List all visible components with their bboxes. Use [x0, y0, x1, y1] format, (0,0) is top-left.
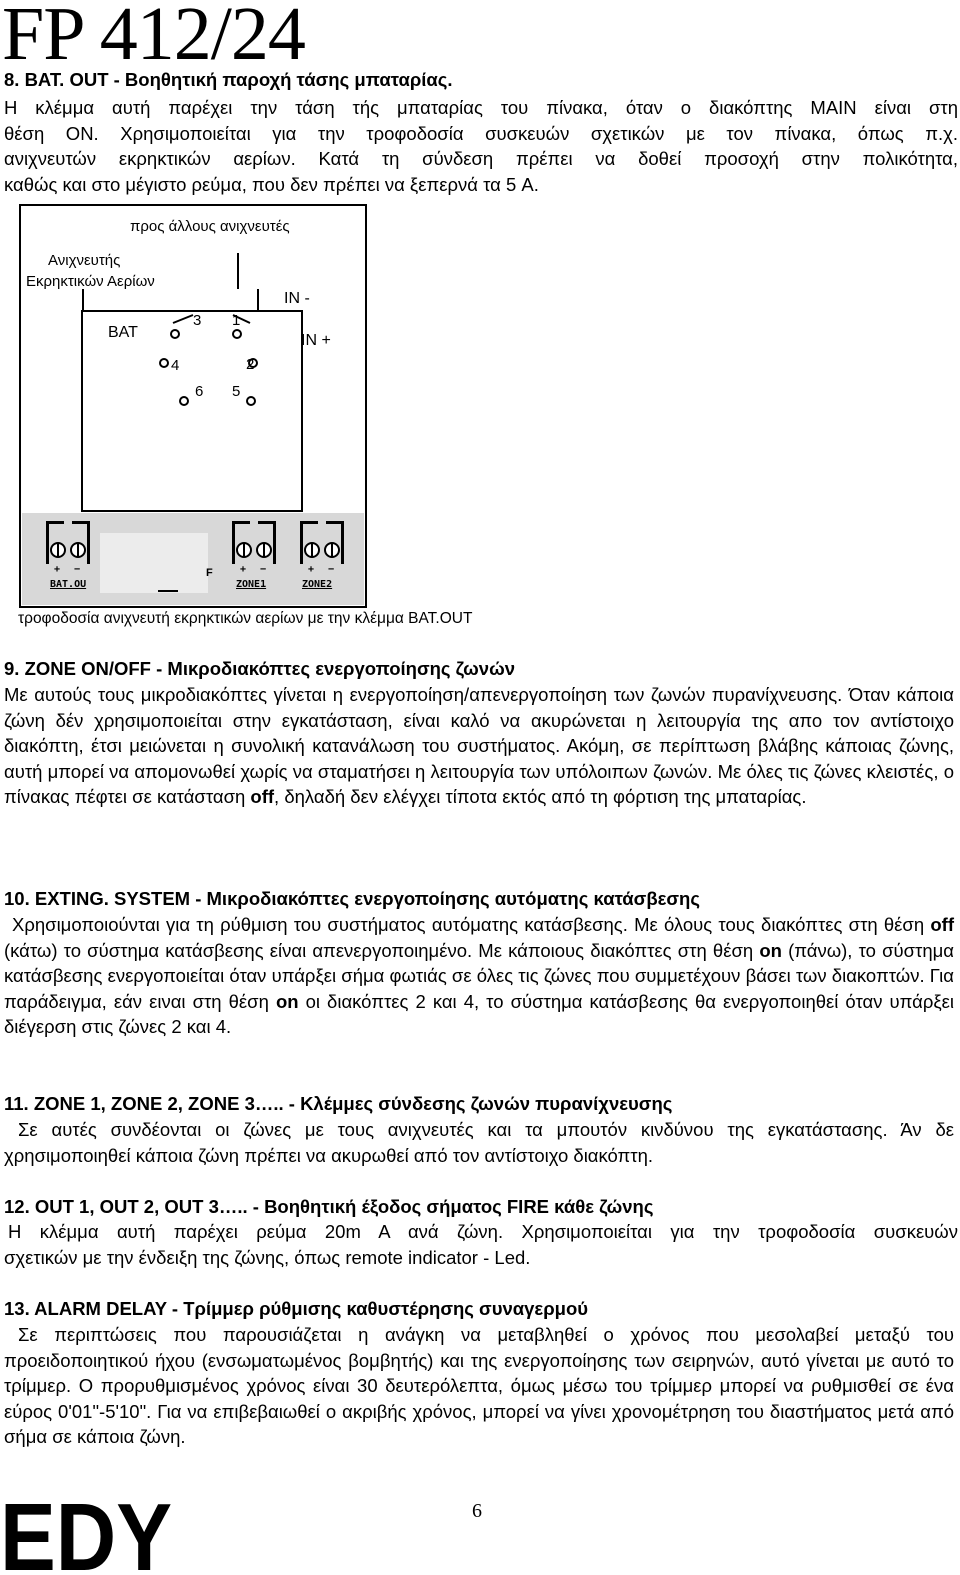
- pcb-fragment-f: F: [206, 567, 213, 579]
- section-9-body: Με αυτούς τους μικροδιακόπτες γίνεται η ενεργοποίηση/απενεργοποίηση των ζωνών πυρανίχνευσης. Όταν κάποια ζώνη δέν χρησιμοποιείται στην εγκατάσταση, είναι καλό να ακυρώνεται η λειτουργία της απο τον αντίστοιχο διακόπτη, έτσι μειώνεται η συνολική κατανάλωση του συστήματος. Ακόμη, σε περίπτωση βλάβης κάποιας ζώνης, αυτή μπορεί να απομονωθεί χωρίς να σταματήσει η λειτουργία των υπόλοιπων ζωνών. Με όλες τις ζώνες κλειστές, ο πίνακας πέφτει σε κατάσταση off, δηλαδή δεν ελέγχει τίποτα εκτός από τη φόρτιση της μπαταρίας.: [4, 684, 954, 808]
- section-12-line-1: Η κλέμμα αυτή παρέχει ρεύμα 20m A ανά ζώνη. Χρησιμοποιείται για την τροφοδοσία συσκευών: [8, 1221, 958, 1242]
- section-13-body: Σε περιπτώσεις που παρουσιάζεται η ανάγκη να μεταβληθεί ο χρόνος που μεσολαβεί μεταξύ του προειδοποιητικού ήχου (ενσωματωμένος βομβητής) και της ενεργοποίησης των σειρηνών, αυτό γίνεται με αυτό το τρίμμερ. Ο προρυθμισμένος χρόνος είναι 30 δευτερόλεπτα, όμως μέσω του τρίμμερ μπορεί να ρυθμισθεί σε ένα εύρος 0'01"-5'10". Για να επιβεβαιωθεί ο ακριβής χρόνος, μπορεί να γίνει χρονομέτρηση του διαστήματος μετά από σήμα σε κάποια ζώνη.: [4, 1324, 954, 1448]
- label-in-plus: IN +: [301, 332, 331, 349]
- diagram-caption: τροφοδοσία ανιχνευτή εκρηκτικών αερίων με την κλέμμα BAT.OUT: [18, 610, 473, 627]
- section-11-heading: 11. ZONE 1, ZONE 2, ZONE 3….. - Κλέμμες σύνδεσης ζωνών πυρανίχνευσης: [4, 1093, 673, 1114]
- pin-label-1: 1: [232, 312, 241, 329]
- svg-text:−: −: [260, 564, 267, 575]
- svg-text:+: +: [240, 564, 247, 575]
- section-9-heading: 9. ZONE ON/OFF - Μικροδιακόπτες ενεργοποίησης ζωνών: [4, 658, 515, 679]
- section-12-heading: 12. OUT 1, OUT 2, OUT 3….. - Βοηθητική έξοδος σήματος FIRE κάθε ζώνης: [4, 1196, 654, 1217]
- label-detector-1: Ανιχνευτής: [48, 252, 121, 269]
- section-8-heading: 8. BAT. OUT - Βοηθητική παροχή τάσης μπαταρίας.: [4, 69, 453, 90]
- section-8-body: [4, 95, 958, 197]
- section-10-heading: 10. EXTING. SYSTEM - Μικροδιακόπτες ενεργοποίησης αυτόματης κατάσβεσης: [4, 888, 700, 909]
- pin-label-3: 3: [193, 312, 202, 329]
- section-8-line-2: θέση ON. Χρησιμοποιείται για την τροφοδοσία συσκευών σχετικών με τον πίνακα, όπως π.χ.: [4, 122, 958, 144]
- pin-label-4: 4: [171, 357, 180, 374]
- label-in-minus: IN -: [284, 290, 310, 307]
- pin-label-5: 5: [232, 383, 241, 400]
- section-8-line-1: Η κλέμμα αυτή παρέχει την τάση τής μπαταρίας του πίνακα, όταν ο διακόπτης MAIN είναι στη: [4, 97, 958, 118]
- label-detector-2: Εκρηκτικών Αερίων: [26, 273, 155, 290]
- section-10-body: Χρησιμοποιούνται για τη ρύθμιση του συστήματος αυτόματης κατάσβεσης. Με όλους τους διακόπτες στη θέση off (κάτω) το σύστημα κατάσβεσης είναι απενεργοποιημένο. Με κάποιους διακόπτες στη θέση on (πάνω), το σύστημα κατάσβεσης ενεργοποιείται όταν υπάρξει σήμα φωτιάς σε όλες τις ζώνες που συμμετέχουν βάσει των διακοπτών. Για παράδειγμα, εάν ειναι στη θέση on οι διακόπτες 2 και 4, το σύστημα κατάσβεσης θα ενεργοποιηθεί όταν υπάρξει διέγερση στις ζώνες 2 και 4.: [4, 914, 954, 1038]
- pcb-label-area: [100, 533, 208, 593]
- terminal-label-zone2: ZONE2: [302, 579, 333, 590]
- svg-text:−: −: [328, 564, 335, 575]
- section-8-line-3: ανιχνευτών εκρηκτικών αερίων. Κατά τη σύνδεση πρέπει να δοθεί προσοχή στην πολικότητα,: [4, 148, 958, 170]
- label-other-detectors: προς άλλους ανιχνευτές: [130, 218, 290, 235]
- section-8-line-4: καθώς και στο μέγιστο ρεύμα, που δεν πρέπει να ξεπερνά τα 5 A.: [4, 173, 539, 195]
- section-12-line-2: σχετικών με την ένδειξη της ζώνης, όπως remote indicator - Led.: [4, 1247, 531, 1268]
- wiring-diagram: [18, 203, 368, 608]
- logo-text: EDY: [0, 1484, 172, 1575]
- terminal-label-zone1: ZONE1: [236, 579, 267, 590]
- svg-text:−: −: [74, 564, 81, 575]
- svg-text:+: +: [54, 564, 61, 575]
- svg-text:+: +: [308, 564, 315, 575]
- edy-logo: [0, 1484, 175, 1575]
- label-bat: BAT: [108, 324, 138, 341]
- pin-label-2: 2: [246, 356, 255, 373]
- page-title: FP 412/24: [2, 0, 305, 76]
- pin-label-6: 6: [195, 383, 204, 400]
- section-11-body: Σε αυτές συνδέονται οι ζώνες με τους ανιχνευτές και τα μπουτόν κινδύνου της εγκατάστασης. Άν δε χρησιμοποιηθεί κάποια ζώνη πρέπει να ακυρωθεί από τον αντίστοιχο διακόπτη.: [4, 1119, 954, 1166]
- terminal-label-bat-out: BAT.OU: [50, 579, 87, 590]
- page-number: 6: [472, 1500, 482, 1522]
- section-13-heading: 13. ALARM DELAY - Τρίμμερ ρύθμισης καθυστέρησης συναγερμού: [4, 1298, 589, 1319]
